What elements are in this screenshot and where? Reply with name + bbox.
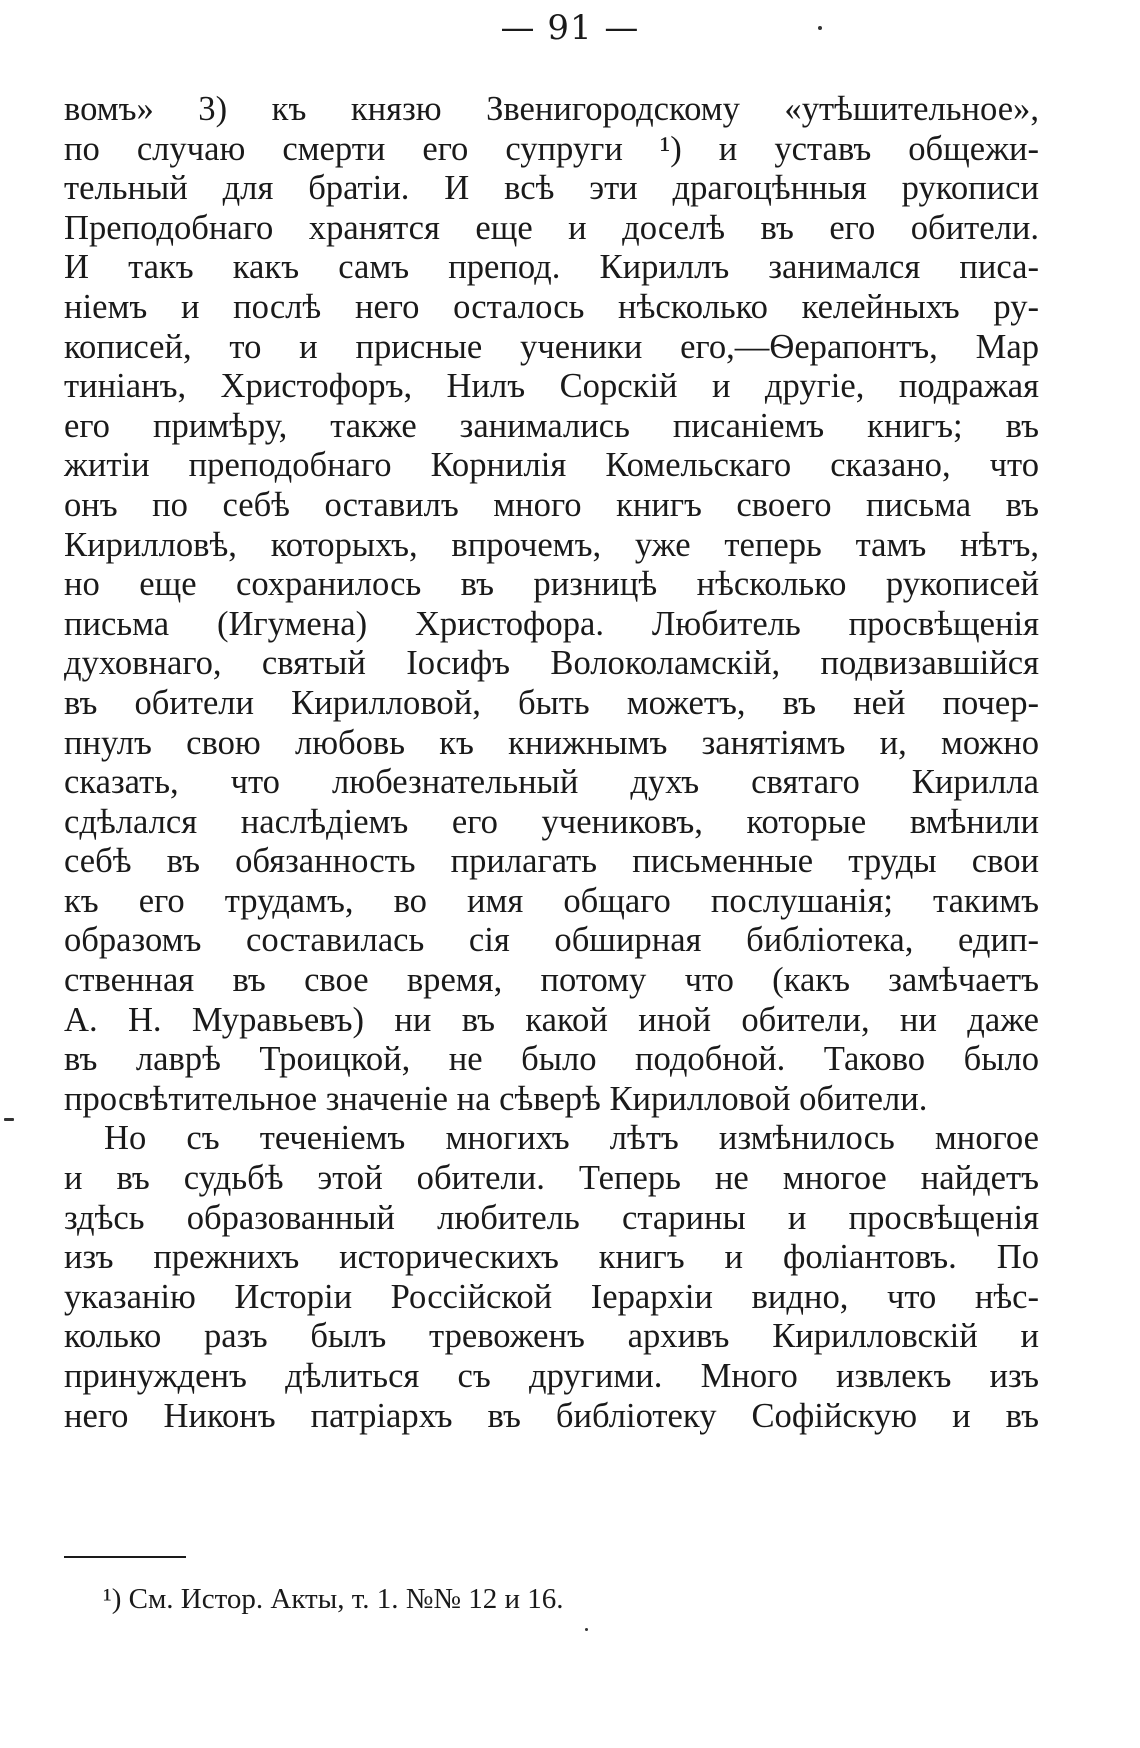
text-line: пнулъ свою любовь къ книжнымъ занятіямъ и, можно: [64, 723, 1039, 762]
print-speck: [585, 1628, 588, 1631]
text-line: но еще сохранилось въ ризницѣ нѣсколько рукописей: [64, 565, 1039, 604]
text-line: просвѣтительное значеніе на сѣверѣ Кирилловой обители.: [64, 1079, 928, 1118]
text-line: ніемъ и послѣ него осталось нѣсколько келейныхъ ру-: [64, 287, 1039, 326]
body-text: [64, 90, 1039, 1436]
text-line: образомъ составилась сія обширная библіотека, едип-: [64, 921, 1039, 960]
text-line: здѣсь образованный любитель старины и просвѣщенія: [64, 1198, 1039, 1237]
text-line: его примѣру, также занимались писаніемъ книгъ; въ: [64, 406, 1039, 445]
text-line: И такъ какъ самъ препод. Кириллъ занимался писа-: [64, 248, 1039, 287]
text-line: изъ прежнихъ историческихъ книгъ и фоліантовъ. По: [64, 1238, 1039, 1277]
print-speck: [4, 1118, 14, 1121]
text-line: сдѣлался наслѣдіемъ его учениковъ, которые вмѣнили: [64, 802, 1039, 841]
text-line: и въ судьбѣ этой обители. Теперь не многое найдетъ: [64, 1159, 1039, 1198]
footnote-divider: [64, 1556, 186, 1558]
text-line: колько разъ былъ тревоженъ архивъ Кирилловскій и: [64, 1317, 1039, 1356]
footnote: ¹) См. Истор. Акты, т. 1. №№ 12 и 16.: [103, 1583, 564, 1615]
text-line: въ лаврѣ Троицкой, не было подобной. Таково было: [64, 1040, 1039, 1079]
text-line: него Никонъ патріархъ въ библіотеку Софійскую и въ: [64, 1396, 1039, 1435]
text-line: А. Н. Муравьевъ) ни въ какой иной обители, ни даже: [64, 1000, 1039, 1039]
text-line: сказать, что любезнательный духъ святаго Кирилла: [64, 763, 1039, 802]
text-line: въ обители Кирилловой, быть можетъ, въ ней почер-: [64, 683, 1039, 722]
text-line: по случаю смерти его супруги ¹) и уставъ общежи-: [64, 129, 1039, 168]
text-line: къ его трудамъ, во имя общаго послушанія; такимъ: [64, 881, 1039, 920]
text-line: себѣ въ обязанность прилагать письменные труды свои: [64, 842, 1039, 881]
text-line: онъ по себѣ оставилъ много книгъ своего письма въ: [64, 485, 1039, 524]
text-line: письма (Игумена) Христофора. Любитель просвѣщенія: [64, 604, 1039, 643]
print-speck: [818, 26, 822, 30]
text-line: Но съ теченіемъ многихъ лѣтъ измѣнилось многое: [104, 1119, 1039, 1158]
text-line: указанію Исторіи Россійской Іерархіи видно, что нѣс-: [64, 1277, 1039, 1316]
text-line: Преподобнаго хранятся еще и доселѣ въ его обители.: [64, 208, 1039, 247]
page-number: — 91 —: [500, 8, 640, 48]
text-line: духовнаго, святый Іосифъ Волоколамскій, подвизавшійся: [64, 644, 1039, 683]
text-line: вомъ» 3) къ князю Звенигородскому «утѣшительное»,: [64, 90, 1039, 128]
text-line: принужденъ дѣлиться съ другими. Много извлекъ изъ: [64, 1357, 1039, 1395]
text-line: тельный для братіи. И всѣ эти драгоцѣнныя рукописи: [64, 169, 1039, 208]
text-line: тиніанъ, Христофоръ, Нилъ Сорскій и другіе, подражая: [64, 367, 1039, 406]
text-line: Кирилловѣ, которыхъ, впрочемъ, уже теперь тамъ нѣтъ,: [64, 525, 1039, 564]
text-line: кописей, то и присные ученики его,—Ѳерапонтъ, Мар: [64, 327, 1039, 366]
text-line: житіи преподобнаго Корнилія Комельскаго сказано, что: [64, 446, 1039, 485]
text-line: ственная въ свое время, потому что (какъ замѣчаетъ: [64, 961, 1039, 1000]
